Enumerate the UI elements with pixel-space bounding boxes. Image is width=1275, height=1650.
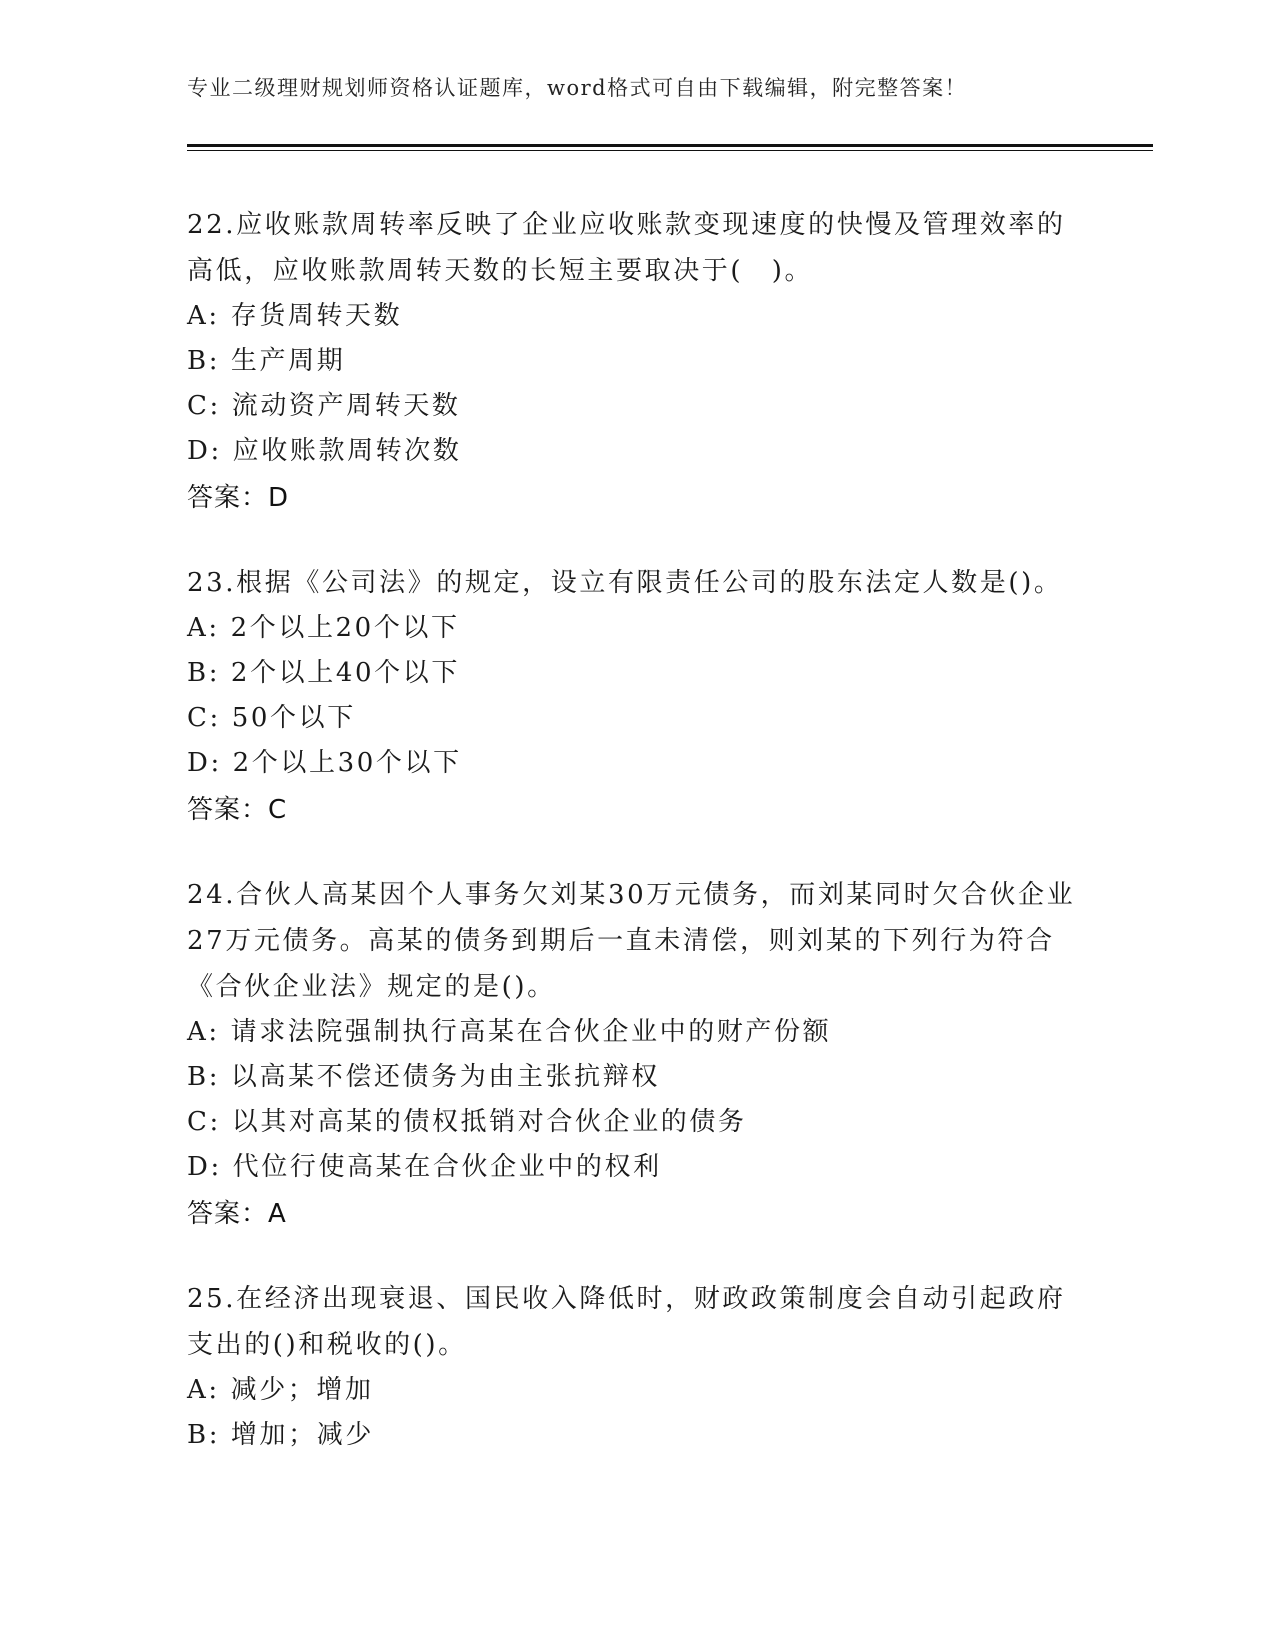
option-d: D: 2个以上30个以下 <box>187 748 462 778</box>
option-b: B: 2个以上40个以下 <box>187 658 460 688</box>
question-24 <box>187 872 1087 1238</box>
answer: 答案：D <box>187 483 290 513</box>
question-23 <box>187 560 1087 834</box>
option-c: C: 以其对高某的债权抵销对合伙企业的债务 <box>187 1107 747 1137</box>
question-25 <box>187 1276 1087 1458</box>
option-b: B: 以高某不偿还债务为由主张抗辩权 <box>187 1062 660 1092</box>
option-c: C: 50个以下 <box>187 703 356 733</box>
question-text: 25.在经济出现衰退、国民收入降低时，财政政策制度会自动引起政府支出的()和税收的()。 <box>187 1284 1066 1360</box>
option-a: A: 减少；增加 <box>187 1375 374 1405</box>
answer: 答案：A <box>187 1199 287 1229</box>
question-22 <box>187 202 1087 522</box>
option-b: B: 增加；减少 <box>187 1420 374 1450</box>
option-a: A: 2个以上20个以下 <box>187 613 460 643</box>
option-a: A: 请求法院强制执行高某在合伙企业中的财产份额 <box>187 1017 832 1047</box>
option-c: C: 流动资产周转天数 <box>187 391 461 421</box>
option-d: D: 代位行使高某在合伙企业中的权利 <box>187 1152 662 1182</box>
option-a: A: 存货周转天数 <box>187 301 403 331</box>
question-list <box>187 202 1087 1496</box>
header-rule-thin <box>187 150 1153 151</box>
header-rule-thick <box>187 144 1153 147</box>
question-text: 23.根据《公司法》的规定，设立有限责任公司的股东法定人数是()。 <box>187 568 1063 598</box>
option-b: B: 生产周期 <box>187 346 346 376</box>
question-text: 22.应收账款周转率反映了企业应收账款变现速度的快慢及管理效率的高低，应收账款周转天数的长短主要取决于( )。 <box>187 210 1066 286</box>
option-d: D: 应收账款周转次数 <box>187 436 462 466</box>
question-text: 24.合伙人高某因个人事务欠刘某30万元债务，而刘某同时欠合伙企业27万元债务。高某的债务到期后一直未清偿，则刘某的下列行为符合《合伙企业法》规定的是()。 <box>187 880 1076 1002</box>
page-header: 专业二级理财规划师资格认证题库，word格式可自由下载编辑，附完整答案！ <box>187 76 968 100</box>
answer: 答案：C <box>187 795 288 825</box>
